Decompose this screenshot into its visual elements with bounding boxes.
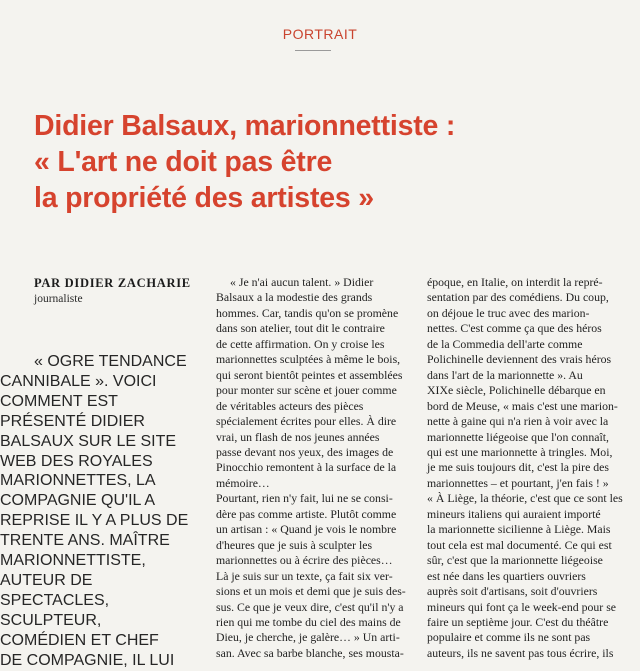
body-line: mineurs qui font ça le week-end pour se — [427, 599, 617, 614]
body-line: passe devant nos yeux, des images de — [216, 444, 394, 459]
intro-line: WEB DES ROYALES — [0, 452, 153, 470]
body-line: de cette affirmation. On y croise les — [216, 336, 385, 351]
body-line: XIXe siècle, Polichinelle débarque en — [427, 383, 606, 398]
body-line: mineurs italiens qui auraient importé — [427, 506, 601, 521]
byline-role: journaliste — [34, 293, 83, 305]
body-line: on déjoue le truc avec des marion- — [427, 305, 590, 320]
body-line: est née dans les quartiers ouvriers — [427, 568, 586, 583]
body-line: « À Liège, la théorie, c'est que ce sont les — [427, 491, 623, 506]
body-line: Balsaux a la modestie des grands — [216, 290, 373, 305]
body-line: dans l'art de la marionnette ». Au — [427, 367, 583, 382]
body-line: Là je suis sur un texte, ça fait six ver- — [216, 568, 393, 583]
intro-line: BALSAUX SUR LE SITE — [0, 432, 177, 450]
body-line: auprès soit d'artisans, soit d'ouvriers — [427, 584, 598, 599]
body-line: sions et un mois et demi que je suis des- — [216, 584, 406, 599]
intro-line: COMÉDIEN ET CHEF — [0, 631, 159, 649]
section-label: PORTRAIT — [282, 26, 358, 42]
byline-author: PAR DIDIER ZACHARIE — [34, 276, 191, 290]
body-line: un artisan : « Quand je vois le nombre — [216, 522, 397, 537]
intro-line: COMPAGNIE QU'IL A — [0, 492, 156, 510]
body-line: hommes. Car, tandis qu'on se promène — [216, 305, 399, 320]
headline-line: la propriété des artistes » — [34, 182, 374, 214]
intro-line: MARIONNETTISTE, — [0, 552, 146, 570]
body-line: sûr, c'est que la marionnette liégeoise — [427, 553, 603, 568]
body-line: nette à gaine qui n'a rien à voir avec la — [427, 414, 609, 429]
body-line: dère pas comme artiste. Plutôt comme — [216, 506, 397, 521]
body-line: d'heures que je suis à sculpter les — [216, 537, 373, 552]
body-line: de la Commedia dell'arte comme — [427, 336, 583, 351]
intro-line: SPECTACLES, — [0, 591, 110, 609]
headline-line: Didier Balsaux, marionnettiste : — [34, 110, 456, 142]
intro-line: DE COMPAGNIE, IL LUI — [0, 651, 175, 669]
body-line: Dieu, je cherche, je galère… » Un arti- — [216, 630, 400, 645]
intro-line: COMMENT EST — [0, 392, 118, 410]
intro-line: PRÉSENTÉ DIDIER — [0, 412, 145, 430]
body-line: la marionnette sicilienne à Liège. Mais — [427, 522, 611, 537]
body-line: marionnettes – et pourtant, j'en fais ! » — [427, 475, 609, 490]
body-column-2 — [427, 275, 640, 661]
body-line: de véritables acteurs des pièces — [216, 398, 364, 413]
intro-line: MARIONNETTES, LA — [0, 472, 156, 490]
article-headline — [34, 108, 634, 216]
body-line: mémoire… — [216, 475, 270, 490]
body-line: Pinocchio remontent à la surface de la — [216, 460, 397, 475]
intro-line: SCULPTEUR, — [0, 611, 102, 629]
body-line: sentation par des comédiens. Du coup, — [427, 290, 609, 305]
body-line: san. Avec sa barbe blanche, ses mousta- — [216, 645, 404, 660]
intro-line: « OGRE TENDANCE — [34, 353, 187, 370]
body-line: auteurs, ils ne savent pas tous écrire, ils — [427, 645, 614, 660]
body-line: dans son atelier, tout dit le contraire — [216, 321, 385, 336]
body-line: vrai, un flash de nos jeunes années — [216, 429, 380, 444]
body-line: qui seront bientôt peintes et assemblées — [216, 367, 403, 382]
body-line: je me suis toujours dit, c'est la pire des — [427, 460, 609, 475]
intro-line: REPRISE IL Y A PLUS DE — [0, 512, 189, 530]
byline — [34, 276, 191, 305]
body-line: rien qui me tombe du ciel des mains de — [216, 614, 401, 629]
body-line: Pourtant, rien n'y fait, lui ne se consi- — [216, 491, 393, 506]
body-line: sus. Ce que je veux dire, c'est qu'il n'y a — [216, 599, 404, 614]
body-line: Polichinelle deviennent des vrais héros — [427, 352, 612, 367]
intro-line: CANNIBALE ». VOICI — [0, 372, 157, 390]
body-line: marionnettes ou à écrire des pièces… — [216, 553, 393, 568]
body-line: bord de Meuse, « mais c'est une marion- — [427, 398, 618, 413]
intro-text — [0, 352, 190, 671]
body-line: nettes. C'est comme ça que des héros — [427, 321, 602, 336]
body-column-1 — [216, 275, 414, 661]
body-line: faire un septième jour. C'est du théâtre — [427, 614, 609, 629]
body-line: qui est une marionnette à tringles. Moi, — [427, 444, 613, 459]
body-line: tout cela est mal documenté. Ce qui est — [427, 537, 612, 552]
intro-line: AUTEUR DE — [0, 571, 93, 589]
body-line: spécialement écrites pour elles. À dire — [216, 414, 397, 429]
section-divider — [295, 50, 331, 51]
body-line: populaire et comme ils ne sont pas — [427, 630, 591, 645]
headline-line: « L'art ne doit pas être — [34, 146, 333, 178]
body-line: marionnettes sculptées à même le bois, — [216, 352, 401, 367]
intro-line: TRENTE ANS. MAÎTRE — [0, 532, 170, 550]
body-line: marionnette liégeoise que l'on connaît, — [427, 429, 609, 444]
body-line: époque, en Italie, on interdit la repré- — [427, 275, 603, 289]
body-line: « Je n'ai aucun talent. » Didier — [230, 275, 374, 289]
body-line: pour monter sur scène et jouer comme — [216, 383, 397, 398]
